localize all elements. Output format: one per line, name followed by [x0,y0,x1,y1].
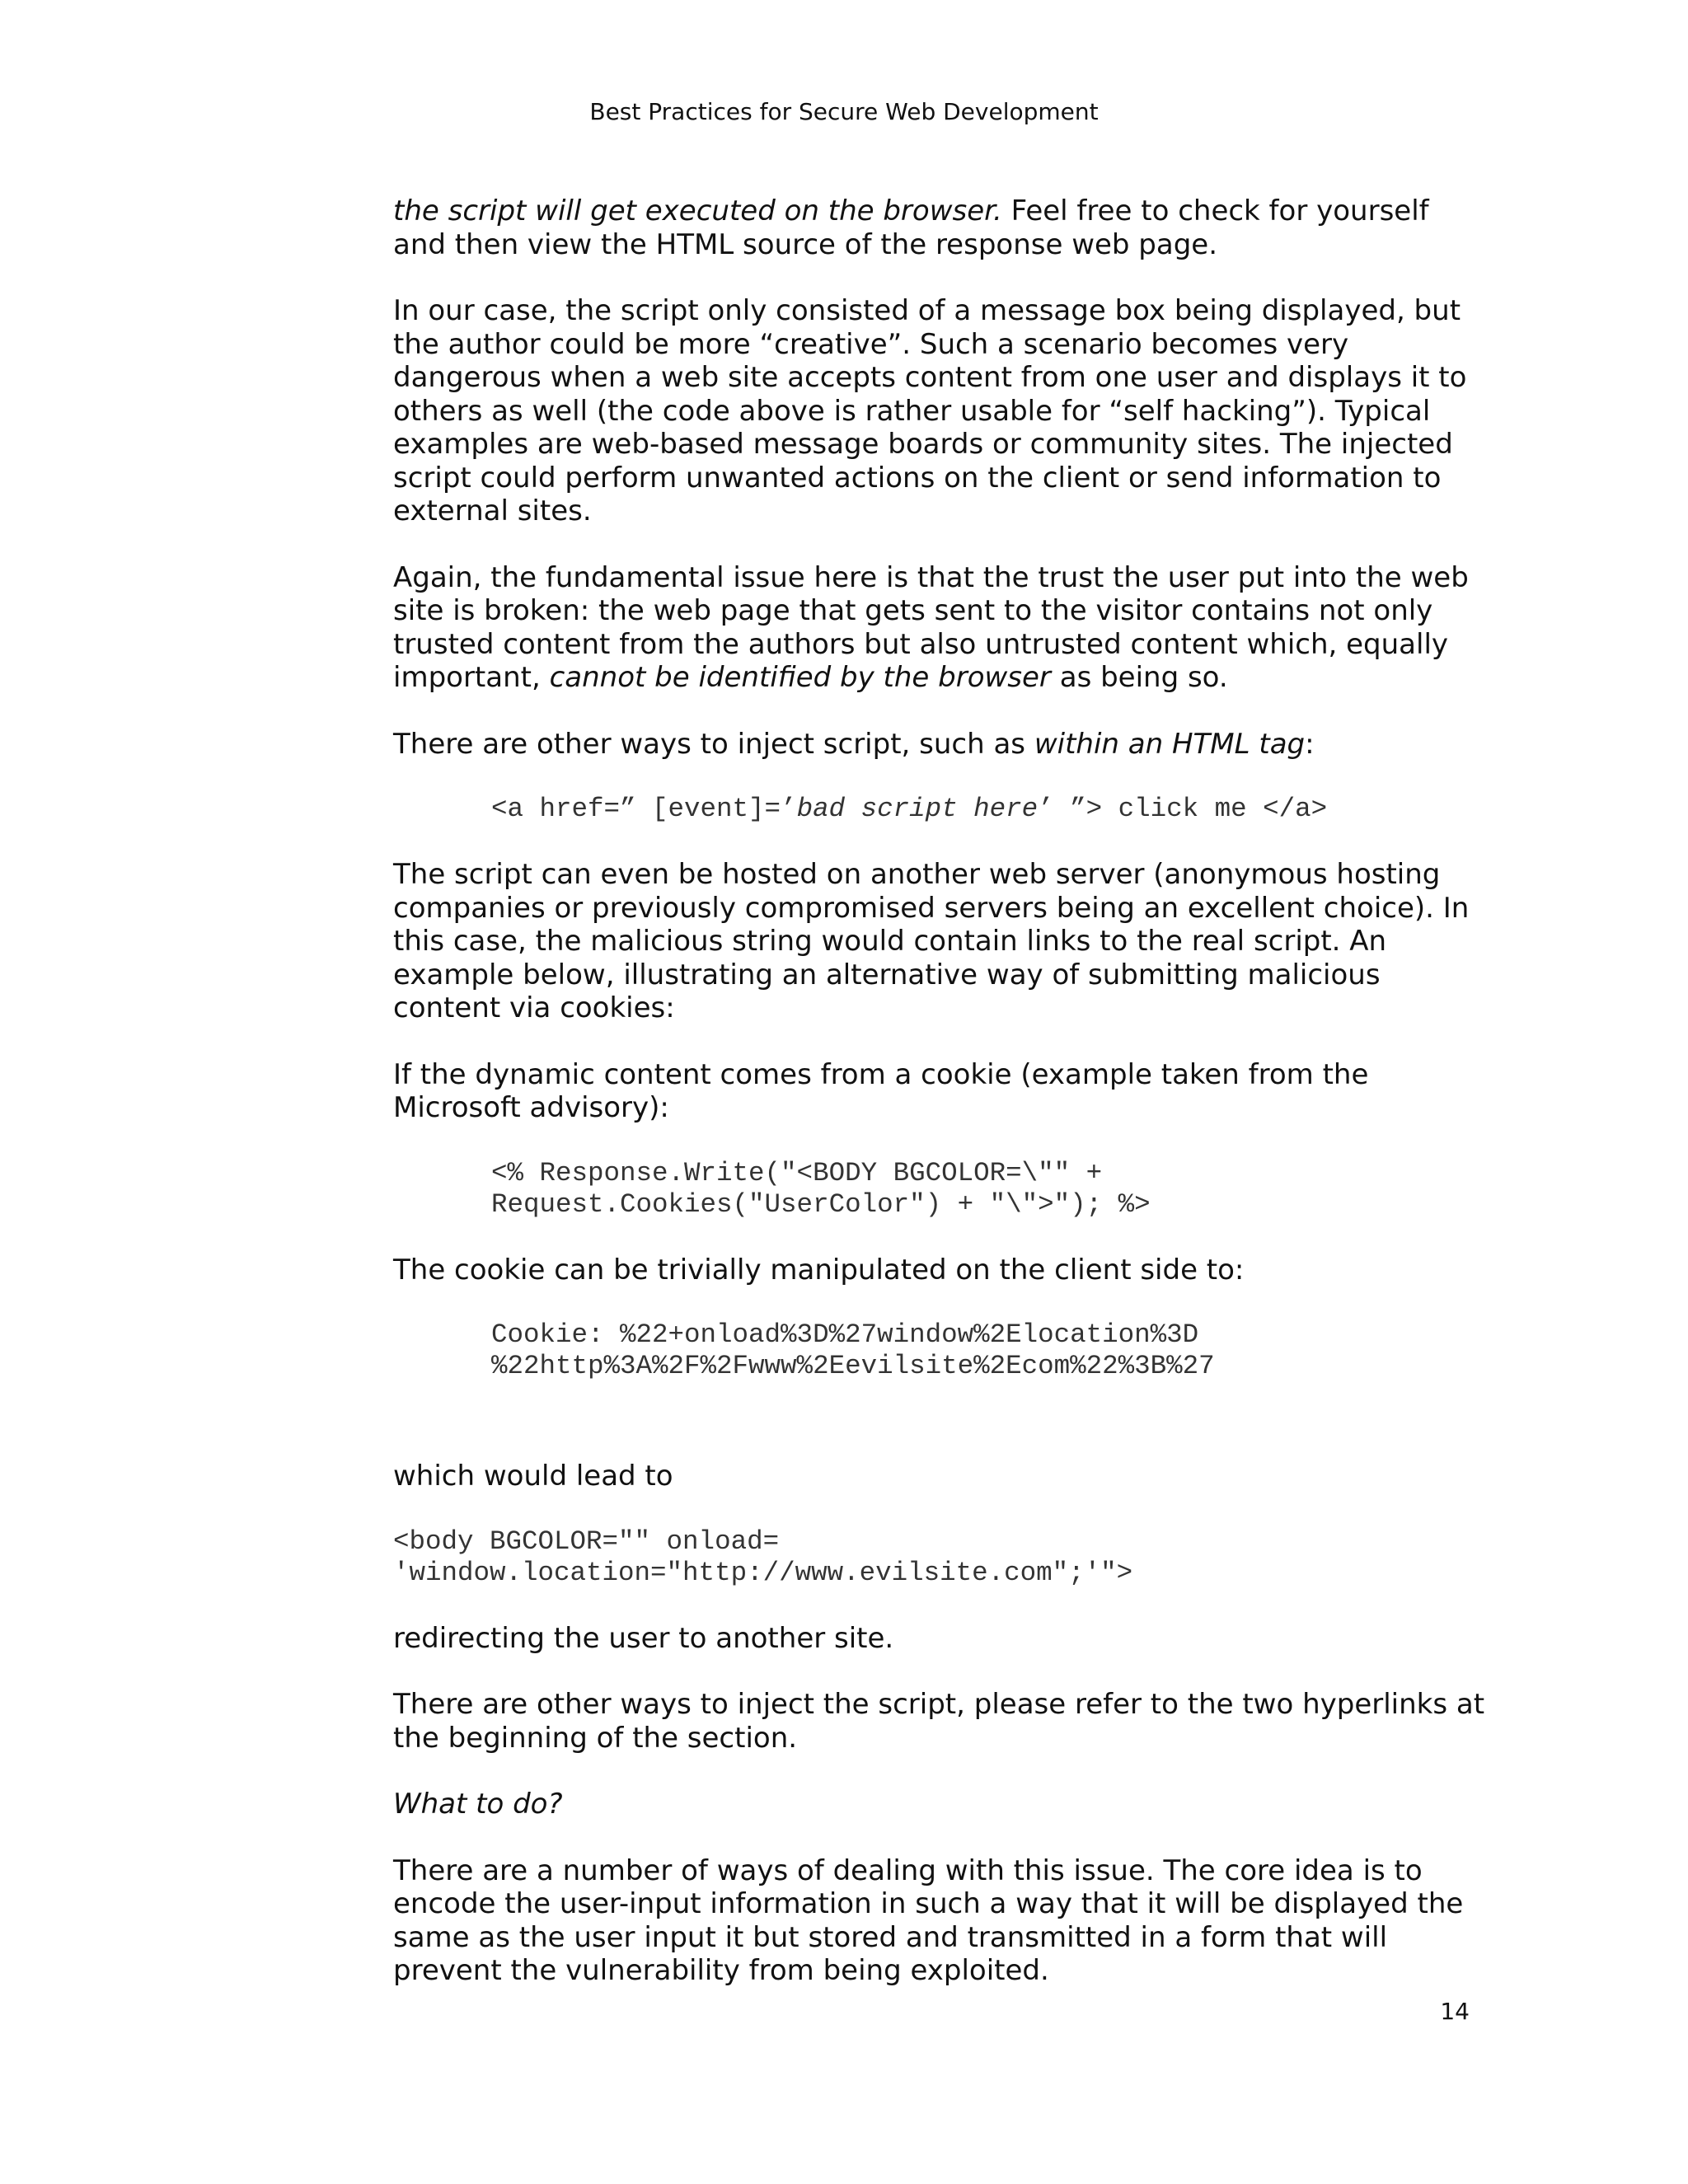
code-line: 'window.location="http://www.evilsite.com";'"> [393,1557,1133,1588]
italic-emphasis: cannot be identified by the browser [549,661,1051,694]
page-number: 14 [1440,1998,1470,2025]
code-line: Cookie: %22+onload%3D%27window%2Elocation%3D [491,1319,1199,1350]
paragraph-trust-issue [393,561,1489,695]
paragraph-encoding-approach: There are a number of ways of dealing with this issue. The core idea is to encode the user-input information in such a way that it will be displayed the same as the user input it but stored and transmitted in a form that will prevent the vulnerability from being exploited. [393,1854,1464,1987]
paragraph-text: Feel free to check for yourself and then view the HTML source of the response web page. [393,194,1429,261]
paragraph-cookie-manipulation: The cookie can be trivially manipulated on the client side to: [393,1253,1245,1286]
paragraph-text: Again, the fundamental issue here is that the trust the user put into the web site is broken: the web page that gets sent to the visitor contains not only trusted content from the authors but also untrusted content which, equally important, [393,560,1469,694]
paragraph-text: as being so. [1050,661,1228,694]
paragraph-inject-in-tag [393,728,1489,762]
paragraph-script-execution [393,194,1489,261]
code-line: Request.Cookies("UserColor") + "\">"); %> [491,1188,1151,1220]
paragraph-other-ways: There are other ways to inject the script, please refer to the two hyperlinks at the beginning of the section. [393,1688,1485,1755]
page-header-title: Best Practices for Secure Web Development [589,98,1099,125]
paragraph-text: There are other ways to inject script, such as [393,727,1034,761]
code-snippet-body-onload [393,1526,1489,1589]
italic-emphasis: within an HTML tag [1034,727,1306,761]
paragraph-leads-to: which would lead to [393,1460,673,1493]
paragraph-cookie-source: If the dynamic content comes from a cookie (example taken from the Microsoft advisory): [393,1057,1369,1124]
paragraph-redirecting: redirecting the user to another site. [393,1621,894,1655]
italic-heading: What to do? [393,1788,563,1821]
code-text: ’ ”> click me </a> [1038,794,1328,824]
paragraph-hosted-script: The script can even be hosted on another web server (anonymous hosting companies or previously compromised servers being an excellent choice). In this case, the malicious string would contain links to the real script. An example below, illustrating an alternative way of submitting malicious content via cookies: [393,858,1470,1024]
code-line: <% Response.Write("<BODY BGCOLOR=\"" + [491,1157,1103,1188]
italic-emphasis: the script will get executed on the browser. [393,194,1002,227]
code-snippet-response-write [393,1158,1489,1221]
section-heading-what-to-do [393,1788,1489,1821]
code-snippet-anchor-event [393,794,1489,825]
document-body [393,194,1489,2021]
code-line: <body BGCOLOR="" onload= [393,1526,780,1557]
code-text: <a href=” [event]=’ [491,794,797,824]
code-line: %22http%3A%2F%2Fwww%2Eevilsite%2Ecom%22%3B%27 [491,1351,1215,1381]
code-italic-placeholder: bad script here [796,794,1039,824]
paragraph-text: : [1305,727,1315,761]
paragraph-message-box-case: In our case, the script only consisted of a message box being displayed, but the author could be more “creative”. Such a scenario becomes very dangerous when a web site accepts content from one user and displays it to others as well (the code above is rather usable for “self hacking”). Typical examples are web-based message boards or community sites. The injected script could perform unwanted actions on the client or send information to external sites. [393,294,1467,527]
code-snippet-cookie-header [393,1319,1489,1382]
